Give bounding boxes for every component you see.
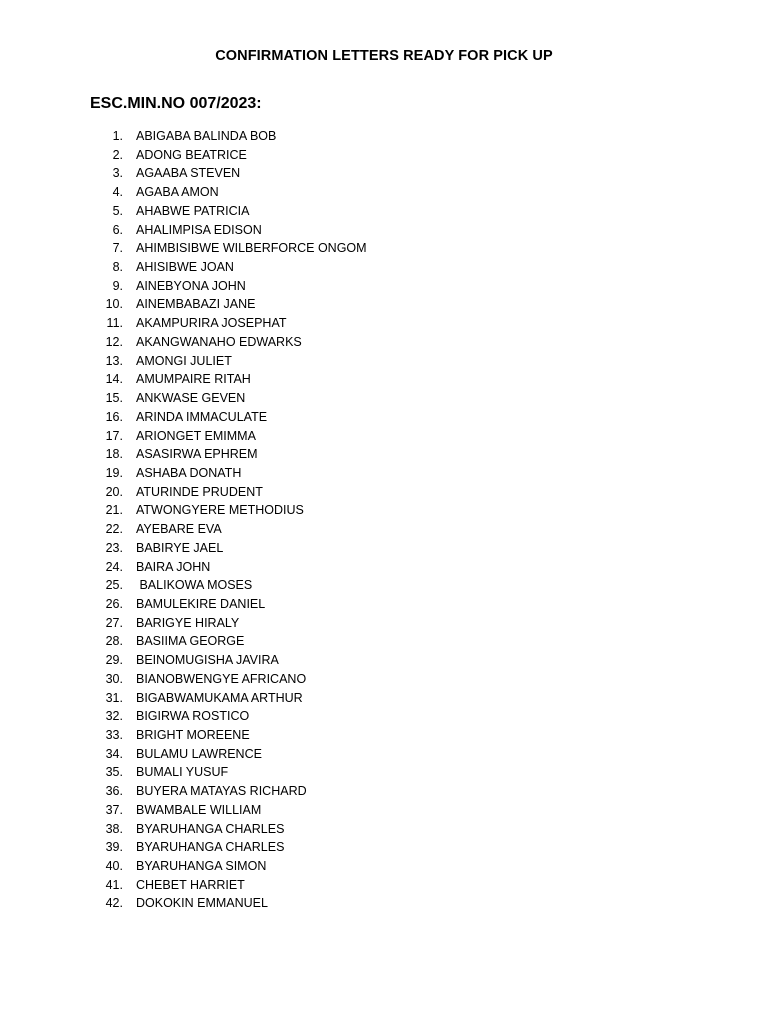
list-item-name: BUYERA MATAYAS RICHARD <box>136 784 307 799</box>
list-item-number: 31. <box>105 690 123 705</box>
list-item <box>0 689 768 708</box>
list-item-name: ASASIRWA EPHREM <box>136 447 258 462</box>
list-item <box>0 258 768 277</box>
list-item-name: ATURINDE PRUDENT <box>136 484 263 499</box>
list-item-number: 21. <box>105 503 123 518</box>
list-item-name: BYARUHANGA CHARLES <box>136 821 285 836</box>
list-item <box>0 651 768 670</box>
list-item <box>0 146 768 165</box>
list-item-name: ABIGABA BALINDA BOB <box>136 129 277 143</box>
list-item <box>0 501 768 520</box>
list-item-number: 42. <box>105 896 123 911</box>
list-item <box>0 801 768 820</box>
list-item <box>0 277 768 296</box>
list-item-name: DOKOKIN EMMANUEL <box>136 896 268 911</box>
list-item <box>0 221 768 240</box>
list-item <box>0 164 768 183</box>
list-item <box>0 127 768 146</box>
list-item-number: 34. <box>105 746 123 761</box>
list-item-name: ARINDA IMMACULATE <box>136 409 268 424</box>
list-item <box>0 202 768 221</box>
list-item <box>0 632 768 651</box>
list-item-number: 9. <box>112 278 123 293</box>
list-item-name: BEINOMUGISHA JAVIRA <box>136 653 279 668</box>
list-item-number: 3. <box>112 166 123 181</box>
list-item-number: 17. <box>105 428 123 443</box>
list-item <box>0 782 768 801</box>
list-item <box>0 295 768 314</box>
list-item-number: 14. <box>105 372 123 387</box>
list-item-name: ARIONGET EMIMMA <box>136 428 256 443</box>
list-item-number: 33. <box>105 728 123 742</box>
list-item-number: 41. <box>105 877 123 892</box>
list-item-name: BALIKOWA MOSES <box>136 578 253 593</box>
list-item <box>0 520 768 539</box>
list-item-name: AMONGI JULIET <box>136 353 232 368</box>
list-item-name: BIGIRWA ROSTICO <box>136 709 250 724</box>
list-item-name: BWAMBALE WILLIAM <box>136 802 262 817</box>
list-item <box>0 614 768 633</box>
list-item-number: 28. <box>105 634 123 649</box>
list-item <box>0 876 768 895</box>
list-item <box>0 370 768 389</box>
list-item-number: 30. <box>105 671 123 686</box>
list-item-name: ASHABA DONATH <box>136 465 242 480</box>
list-item-number: 32. <box>105 709 123 724</box>
list-item-number: 4. <box>112 185 123 200</box>
list-item-name: BYARUHANGA SIMON <box>136 859 267 874</box>
list-item-name: AGAABA STEVEN <box>136 166 241 181</box>
list-item-number: 15. <box>105 391 123 406</box>
list-item-number: 40. <box>105 859 123 874</box>
list-item-number: 20. <box>105 484 123 499</box>
list-item-name: BIGABWAMUKAMA ARTHUR <box>136 690 303 705</box>
list-item <box>0 483 768 502</box>
list-item-name: AKANGWANAHO EDWARKS <box>136 334 302 349</box>
list-item-name: BAIRA JOHN <box>136 559 211 574</box>
list-item-name: AHISIBWE JOAN <box>136 260 234 275</box>
list-item-name: ANKWASE GEVEN <box>136 391 246 406</box>
list-item <box>0 352 768 371</box>
list-item-number: 16. <box>105 409 123 424</box>
list-item-number: 13. <box>105 353 123 368</box>
list-item <box>0 707 768 726</box>
list-item <box>0 857 768 876</box>
list-item-number: 1. <box>112 129 123 143</box>
list-item-name: BARIGYE HIRALY <box>136 615 240 630</box>
list-item-number: 36. <box>105 784 123 799</box>
list-item-number: 7. <box>112 241 123 256</box>
list-item-name: CHEBET HARRIET <box>136 877 245 892</box>
list-item-number: 10. <box>105 297 123 312</box>
list-item-name: BULAMU LAWRENCE <box>136 746 262 761</box>
list-item-number: 35. <box>105 765 123 780</box>
list-item-name: BYARUHANGA CHARLES <box>136 840 285 855</box>
list-item-number: 25. <box>105 578 123 593</box>
names-list <box>0 127 768 913</box>
list-item-number: 19. <box>105 465 123 480</box>
list-item <box>0 389 768 408</box>
list-item <box>0 464 768 483</box>
list-item-number: 27. <box>105 615 123 630</box>
list-item-number: 26. <box>105 596 123 611</box>
list-item-number: 38. <box>105 821 123 836</box>
list-item <box>0 595 768 614</box>
list-item <box>0 539 768 558</box>
list-item-name: ATWONGYERE METHODIUS <box>136 503 304 518</box>
list-item-name: AINEBYONA JOHN <box>136 278 246 293</box>
list-item <box>0 670 768 689</box>
list-item-number: 6. <box>112 222 123 237</box>
list-item-number: 2. <box>112 147 123 162</box>
list-item <box>0 838 768 857</box>
list-item-name: AHALIMPISA EDISON <box>136 222 262 237</box>
list-item <box>0 314 768 333</box>
list-item <box>0 726 768 745</box>
list-item-number: 8. <box>112 260 123 275</box>
list-item-number: 39. <box>105 840 123 855</box>
list-item <box>0 183 768 202</box>
list-item-name: BUMALI YUSUF <box>136 765 229 780</box>
list-item-name: BRIGHT MOREENE <box>136 728 250 742</box>
list-item <box>0 239 768 258</box>
list-item <box>0 558 768 577</box>
list-item-number: 5. <box>112 203 123 218</box>
list-item-number: 18. <box>105 447 123 462</box>
list-item <box>0 745 768 764</box>
list-item <box>0 445 768 464</box>
list-item-name: AHIMBISIBWE WILBERFORCE ONGOM <box>136 241 367 256</box>
list-item <box>0 576 768 595</box>
list-item <box>0 408 768 427</box>
list-item-number: 37. <box>105 802 123 817</box>
list-item-name: AGABA AMON <box>136 185 219 200</box>
list-item-name: AINEMBABAZI JANE <box>136 297 256 312</box>
list-item <box>0 333 768 352</box>
list-item <box>0 763 768 782</box>
list-item <box>0 820 768 839</box>
list-item-number: 29. <box>105 653 123 668</box>
list-item-number: 22. <box>105 522 123 537</box>
minute-heading: ESC.MIN.NO 007/2023: <box>90 95 262 112</box>
list-item-number: 23. <box>105 540 123 555</box>
list-item-name: AYEBARE EVA <box>136 522 222 537</box>
page-title: CONFIRMATION LETTERS READY FOR PICK UP <box>215 48 553 64</box>
list-item-number: 24. <box>105 559 123 574</box>
list-item-name: AKAMPURIRA JOSEPHAT <box>136 316 287 331</box>
list-item-number: 11. <box>106 316 123 331</box>
list-item-name: BABIRYE JAEL <box>136 540 224 555</box>
list-item-name: BAMULEKIRE DANIEL <box>136 596 266 611</box>
list-item <box>0 894 768 913</box>
list-item <box>0 427 768 446</box>
list-item-name: AHABWE PATRICIA <box>136 203 250 218</box>
list-item-number: 12. <box>105 334 123 349</box>
list-item-name: BASIIMA GEORGE <box>136 634 245 649</box>
list-item-name: ADONG BEATRICE <box>136 147 247 162</box>
list-item-name: AMUMPAIRE RITAH <box>136 372 251 387</box>
list-item-name: BIANOBWENGYE AFRICANO <box>136 671 307 686</box>
